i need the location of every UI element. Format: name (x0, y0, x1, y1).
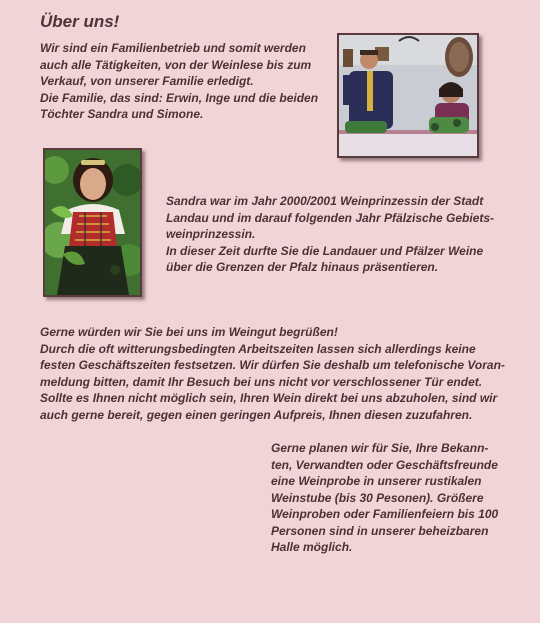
visit-paragraph: Durch die oft witterungsbedingten Arbeitszeiten lassen sich allerdings keine festen Geschäftszeiten festsetzen. Wir dürfen Sie deshalb um telefonische Voran- meldung bitten, damit Ihr Besuch bei uns nicht vor verschlossener Tür endet. (40, 341, 505, 389)
visit-text (40, 324, 510, 423)
events-paragraph: Gerne planen wir für Sie, Ihre Bekann- ten, Verwandten oder Geschäftsfreunde eine Weinprobe in unserer rustikalen Weinstube (bis 30 Pesonen). Größere Weinproben oder Familienfeiern bis 100 Personen sind in unserer beheizbaren Halle möglich. (271, 441, 499, 554)
sandra-photo (43, 148, 142, 297)
visit-paragraph: Sollte es Ihnen nicht möglich sein, Ihren Wein direkt bei uns abzuholen, sind wir auch gerne bereit, gegen einen geringen Aufpreis, Ihnen diesen zuzufahren. (40, 391, 498, 422)
sandra-paragraph: Sandra war im Jahr 2000/2001 Weinprinzessin der Stadt Landau und im darauf folgenden Jahr Pfälzische Gebiets- weinprinzessin. (166, 194, 495, 241)
family-photo (337, 33, 479, 158)
intro-paragraph: Die Familie, das sind: Erwin, Inge und die beiden Töchter Sandra und Simone. (40, 90, 319, 121)
sandra-text (166, 193, 516, 276)
page-title: Über uns! (40, 12, 120, 31)
visit-paragraph: Gerne würden wir Sie bei uns im Weingut begrüßen! (40, 325, 338, 339)
sandra-photo-image (45, 150, 140, 295)
intro-text (40, 40, 330, 123)
sandra-paragraph: In dieser Zeit durfte Sie die Landauer und Pfälzer Weine über die Grenzen der Pfalz hinaus präsentieren. (166, 243, 484, 274)
intro-paragraph: Wir sind ein Familienbetrieb und somit werden auch alle Tätigkeiten, von der Weinlese bis zum Verkauf, von unserer Familie erledigt. (40, 41, 312, 88)
family-photo-image (339, 35, 477, 156)
events-text (271, 440, 516, 556)
